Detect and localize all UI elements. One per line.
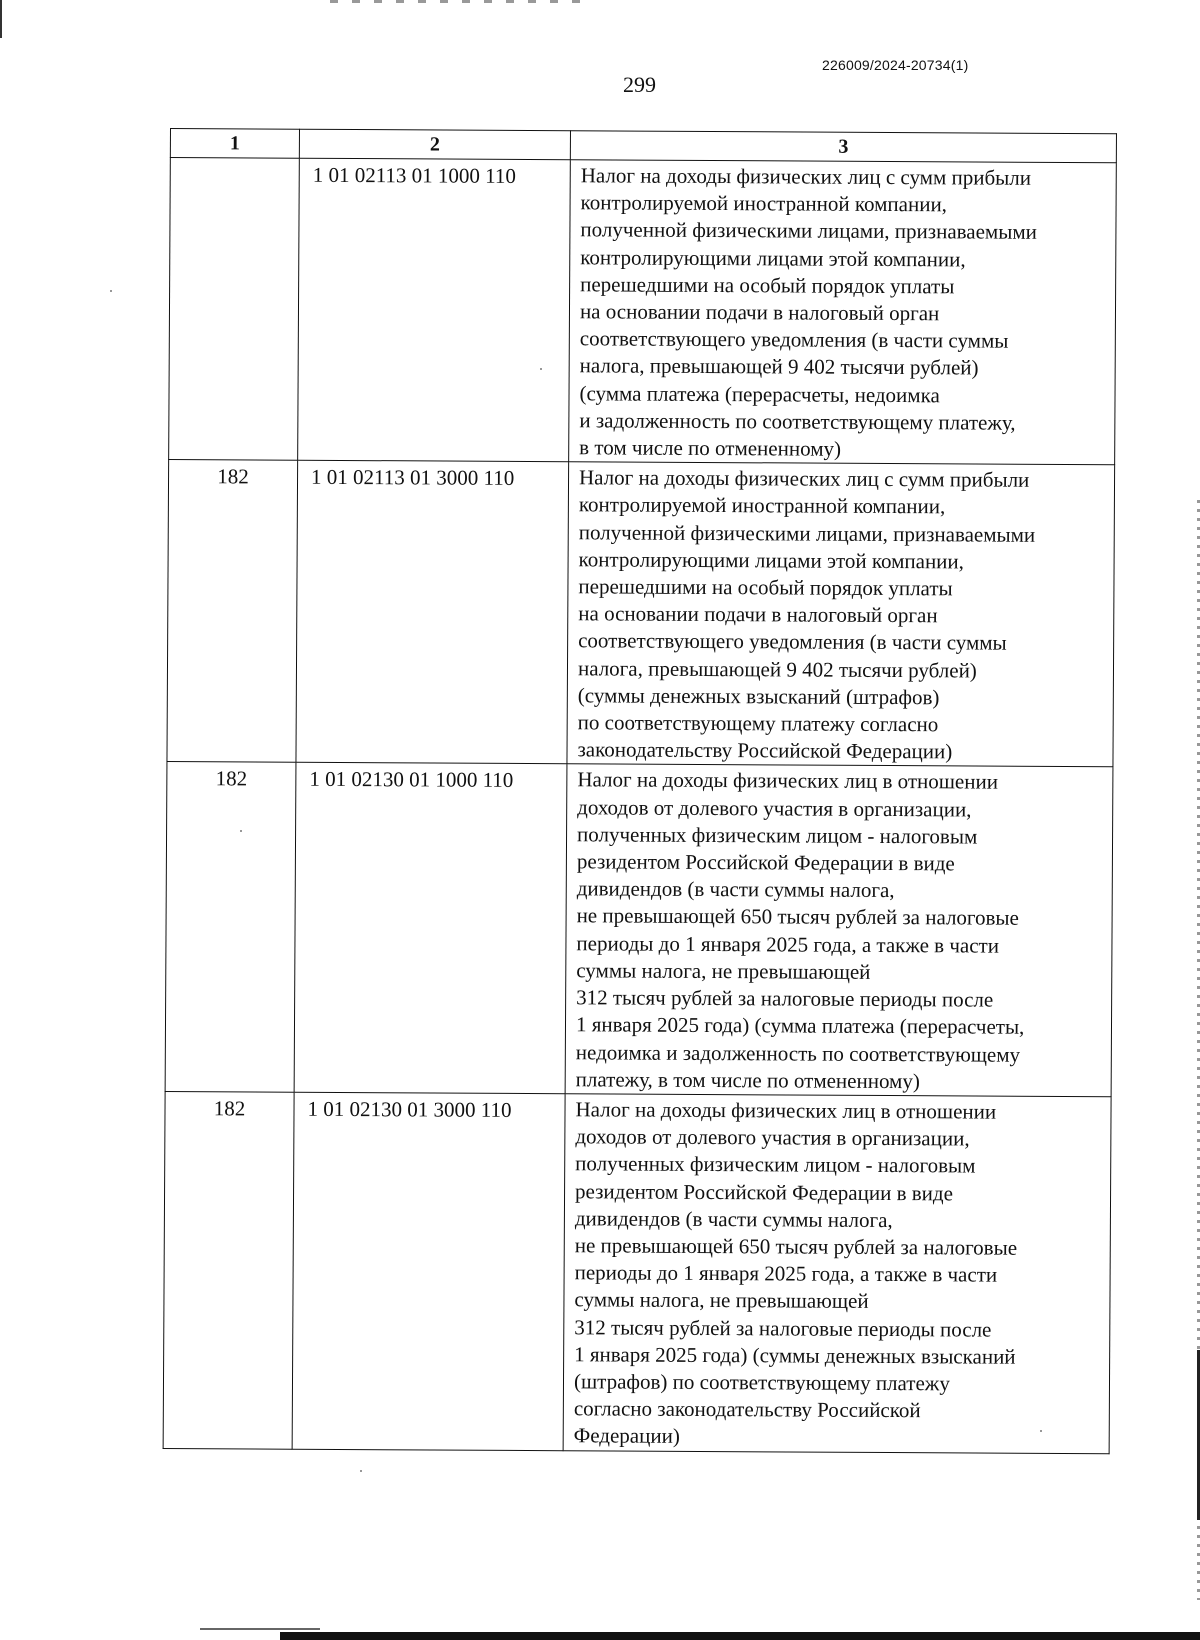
column-header-2: 2: [299, 129, 570, 160]
scan-noise-top: [330, 0, 590, 3]
description-line: 1 января 2025 года) (сумма платежа (перерасчеты,: [575, 1012, 1025, 1040]
description-line: контролирующими лицами этой компании,: [580, 244, 966, 272]
scan-speck: [240, 830, 242, 832]
description-line: соответствующего уведомления (в части суммы: [579, 326, 1009, 353]
table-row: [165, 762, 1113, 1097]
kbk-table-container: [163, 128, 1116, 1454]
description-line: Налог на доходы физических лиц с сумм прибыли: [580, 163, 1032, 190]
description-line: недоимка и задолженность по соответствующему: [575, 1039, 1021, 1067]
description-line: законодательству Российской Федерации): [577, 737, 953, 764]
description-line: (штрафов) по соответствующему платежу: [573, 1369, 950, 1396]
description-line: контролирующими лицами этой компании,: [578, 547, 965, 574]
description-line: соответствующего уведомления (в части суммы: [578, 628, 1007, 656]
description-line: 312 тысяч рублей за налоговые периоды после: [576, 985, 994, 1012]
page-number: 299: [623, 72, 656, 97]
column-header-3: 3: [570, 131, 1116, 163]
description-line: на основании подачи в налоговый орган: [579, 299, 940, 326]
scan-speck: [110, 290, 112, 292]
description-cell: [565, 764, 1113, 1096]
scan-edge-bottom: [280, 1632, 1200, 1640]
scan-edge-left: [0, 0, 2, 38]
description-line: контролируемой иностранной компании,: [578, 492, 946, 519]
kbk-code-cell: 1 01 02113 01 1000 110: [298, 158, 571, 462]
description-line: не превышающей 650 тысяч рублей за налоговые: [574, 1233, 1018, 1260]
description-line: суммы налога, не превышающей: [576, 958, 871, 984]
description-line: Налог на доходы физических лиц в отношении: [577, 767, 999, 795]
description-line: периоды до 1 января 2025 года, а также в части: [576, 930, 1000, 958]
description-line: на основании подачи в налоговый орган: [578, 601, 938, 628]
description-line: по соответствующему платежу согласно: [577, 710, 939, 737]
description-line: полученной физическими лицами, признаваемыми: [578, 519, 1036, 547]
description-line: в том числе по отмененному): [579, 435, 842, 461]
kbk-code-cell: 1 01 02113 01 3000 110: [296, 460, 569, 764]
description-line: и задолженность по соответствующему платежу,: [579, 408, 1016, 435]
description-line: (суммы денежных взысканий (штрафов): [577, 683, 940, 710]
description-cell: [567, 462, 1115, 767]
description-line: перешедшими на особый порядок уплаты: [578, 574, 953, 601]
scan-speck: [360, 1470, 362, 1472]
description-line: Налог на доходы физических лиц в отношении: [575, 1097, 997, 1124]
description-line: 312 тысяч рублей за налоговые периоды после: [574, 1314, 992, 1342]
description-line: согласно законодательству Российской: [573, 1396, 921, 1423]
description-line: полученной физическими лицами, признаваемыми: [580, 217, 1037, 245]
kbk-code-cell: 1 01 02130 01 1000 110: [294, 763, 567, 1094]
description-line: контролируемой иностранной компании,: [580, 190, 948, 217]
description-line: суммы налога, не превышающей: [574, 1287, 869, 1314]
description-cell: [563, 1094, 1111, 1454]
scan-speck: [1040, 1430, 1042, 1432]
description-line: налога, превышающей 9 402 тысячи рублей): [577, 655, 977, 683]
table-row: [169, 158, 1117, 466]
description-line: резидентом Российской Федерации в виде: [576, 849, 955, 876]
document-number: 226009/2024-20734(1): [822, 57, 969, 73]
description-line: периоды до 1 января 2025 года, а также в части: [574, 1260, 998, 1287]
description-line: платежу, в том числе по отмененному): [575, 1066, 920, 1093]
admin-code-cell: 182: [167, 460, 298, 763]
admin-code-cell: 182: [163, 1091, 294, 1448]
description-line: перешедшими на особый порядок уплаты: [580, 272, 955, 299]
description-line: полученных физическим лицом - налоговым: [576, 822, 978, 849]
description-cell: [569, 160, 1117, 465]
description-line: 1 января 2025 года) (суммы денежных взысканий: [574, 1342, 1016, 1369]
description-line: Налог на доходы физических лиц с сумм прибыли: [578, 465, 1030, 493]
table-body: [163, 158, 1116, 1454]
scan-speck: [540, 368, 542, 370]
kbk-code-cell: 1 01 02130 01 3000 110: [292, 1092, 565, 1450]
description-line: доходов от долевого участия в организации,: [577, 794, 972, 822]
description-line: дивидендов (в части суммы налога,: [576, 876, 895, 903]
description-line: доходов от долевого участия в организации,: [575, 1124, 970, 1151]
description-line: резидентом Российской Федерации в виде: [575, 1178, 954, 1205]
scan-edge-bottom-thin: [200, 1628, 320, 1630]
admin-code-cell: [169, 158, 300, 461]
kbk-table: [163, 128, 1117, 1454]
table-row: [163, 1091, 1111, 1453]
description-line: налога, превышающей 9 402 тысячи рублей): [579, 353, 979, 380]
column-header-1: 1: [170, 129, 299, 159]
description-line: (сумма платежа (перерасчеты, недоимка: [579, 380, 940, 407]
admin-code-cell: 182: [165, 762, 296, 1092]
description-line: Федерации): [573, 1423, 680, 1449]
table-row: [167, 460, 1115, 768]
description-line: полученных физическим лицом - налоговым: [575, 1151, 976, 1178]
description-line: не превышающей 650 тысяч рублей за налоговые: [576, 903, 1019, 931]
description-line: дивидендов (в части суммы налога,: [574, 1205, 893, 1232]
